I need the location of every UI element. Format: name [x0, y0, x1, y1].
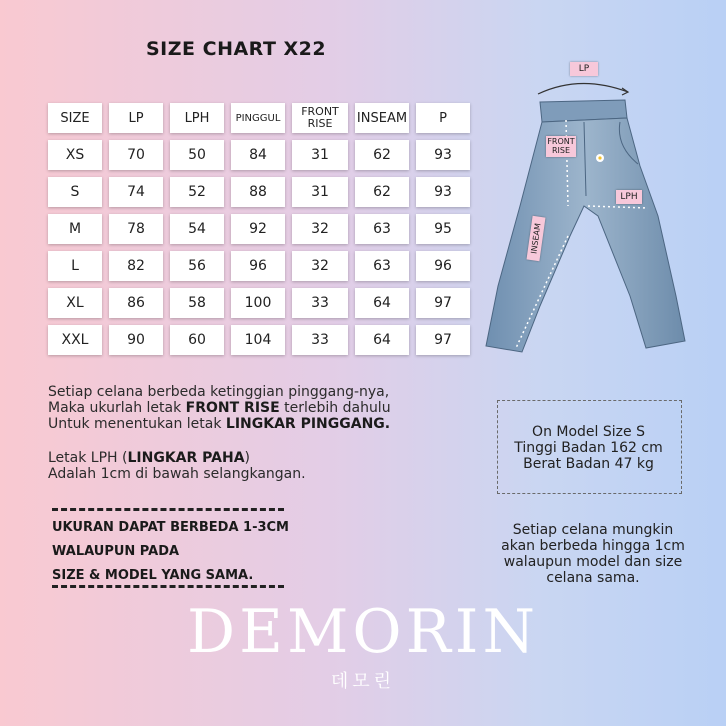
cell-lph: 52 [170, 177, 224, 207]
divider-bottom [52, 585, 284, 588]
cell-p: 97 [416, 325, 470, 355]
cell-lph: 56 [170, 251, 224, 281]
jeans-diagram [480, 56, 690, 362]
variance-note [478, 522, 708, 586]
model-weight: Berat Badan 47 kg [523, 456, 654, 472]
header-size: SIZE [48, 103, 102, 133]
size-table [41, 96, 477, 362]
cell-p: 95 [416, 214, 470, 244]
front-rise-tag-line1: FRONT [547, 137, 575, 146]
lph-instructions [48, 450, 306, 482]
front-rise-tag-line2: RISE [551, 146, 571, 155]
cell-pinggul: 84 [231, 140, 285, 170]
instruction-line-1: Setiap celana berbeda ketinggian pinggang-nya, [48, 384, 390, 400]
cell-inseam: 63 [355, 214, 409, 244]
cell-lph: 60 [170, 325, 224, 355]
note-line-2: akan berbeda hingga 1cm [501, 538, 685, 554]
cell-p: 93 [416, 177, 470, 207]
cell-lph: 58 [170, 288, 224, 318]
warning-line-2: WALAUPUN PADA [52, 544, 180, 559]
note-line-3: walaupun model dan size [503, 554, 683, 570]
cell-p: 93 [416, 140, 470, 170]
lph-prefix: Letak LPH ( [48, 450, 128, 466]
instruction-line-2-bold: FRONT RISE [185, 400, 280, 416]
table-header-row [48, 103, 470, 133]
divider-top [52, 508, 284, 511]
instruction-line-2-suffix: terlebih dahulu [279, 400, 391, 416]
cell-pinggul: 88 [231, 177, 285, 207]
cell-front-rise: 31 [292, 177, 348, 207]
instruction-line-3-bold: LINGKAR PINGGANG. [225, 416, 391, 432]
lp-tag: LP [570, 62, 598, 76]
header-lp: LP [109, 103, 163, 133]
instruction-line-2-prefix: Maka ukurlah letak [48, 400, 186, 416]
cell-pinggul: 96 [231, 251, 285, 281]
cell-pinggul: 104 [231, 325, 285, 355]
cell-front-rise: 32 [292, 214, 348, 244]
header-lph: LPH [170, 103, 224, 133]
model-info [497, 424, 680, 472]
cell-p: 97 [416, 288, 470, 318]
table-row [48, 140, 470, 170]
model-size: On Model Size S [532, 424, 645, 440]
lph-tag: LPH [616, 190, 642, 204]
lph-line-1 [48, 450, 306, 466]
cell-lp: 86 [109, 288, 163, 318]
brand-korean: 데모린 [330, 671, 396, 692]
cell-pinggul: 100 [231, 288, 285, 318]
lph-suffix: ) [244, 450, 250, 466]
cell-size: XS [48, 140, 102, 170]
cell-inseam: 64 [355, 288, 409, 318]
cell-lp: 82 [109, 251, 163, 281]
size-warning [52, 516, 289, 588]
cell-inseam: 64 [355, 325, 409, 355]
inseam-tag: INSEAM [527, 216, 546, 261]
header-p: P [416, 103, 470, 133]
cell-size: XL [48, 288, 102, 318]
cell-size: L [48, 251, 102, 281]
cell-lp: 70 [109, 140, 163, 170]
instruction-line-3-prefix: Untuk menentukan letak [48, 416, 226, 432]
cell-lph: 50 [170, 140, 224, 170]
model-height: Tinggi Badan 162 cm [514, 440, 663, 456]
chart-title: SIZE CHART X22 [146, 38, 327, 60]
cell-size: M [48, 214, 102, 244]
cell-front-rise: 31 [292, 140, 348, 170]
cell-inseam: 62 [355, 177, 409, 207]
table-row [48, 214, 470, 244]
cell-size: S [48, 177, 102, 207]
instruction-line-3 [48, 416, 391, 432]
table-row [48, 288, 470, 318]
cell-front-rise: 33 [292, 325, 348, 355]
table-row [48, 325, 470, 355]
brand-logo: DEMORIN [187, 597, 539, 667]
cell-lp: 90 [109, 325, 163, 355]
note-line-4: celana sama. [546, 570, 640, 586]
jeans-illustration [480, 56, 690, 362]
header-pinggul: PINGGUL [231, 103, 285, 133]
cell-lp: 78 [109, 214, 163, 244]
warning-line-1: UKURAN DAPAT BERBEDA 1-3CM [52, 520, 289, 535]
lph-line-2: Adalah 1cm di bawah selangkangan. [48, 466, 306, 482]
instruction-line-2 [48, 400, 391, 416]
table-row [48, 251, 470, 281]
cell-front-rise: 32 [292, 251, 348, 281]
lph-bold: LINGKAR PAHA [127, 450, 245, 466]
warning-line-3: SIZE & MODEL YANG SAMA. [52, 568, 254, 583]
header-inseam: INSEAM [355, 103, 409, 133]
cell-size: XXL [48, 325, 102, 355]
cell-lp: 74 [109, 177, 163, 207]
header-front-rise-label: FRONT RISE [301, 105, 339, 130]
header-front-rise [292, 103, 348, 133]
cell-p: 96 [416, 251, 470, 281]
table-row [48, 177, 470, 207]
cell-front-rise: 33 [292, 288, 348, 318]
cell-inseam: 63 [355, 251, 409, 281]
front-rise-tag [546, 136, 576, 157]
note-line-1: Setiap celana mungkin [512, 522, 674, 538]
cell-inseam: 62 [355, 140, 409, 170]
front-rise-instructions [48, 384, 391, 432]
cell-lph: 54 [170, 214, 224, 244]
cell-pinggul: 92 [231, 214, 285, 244]
